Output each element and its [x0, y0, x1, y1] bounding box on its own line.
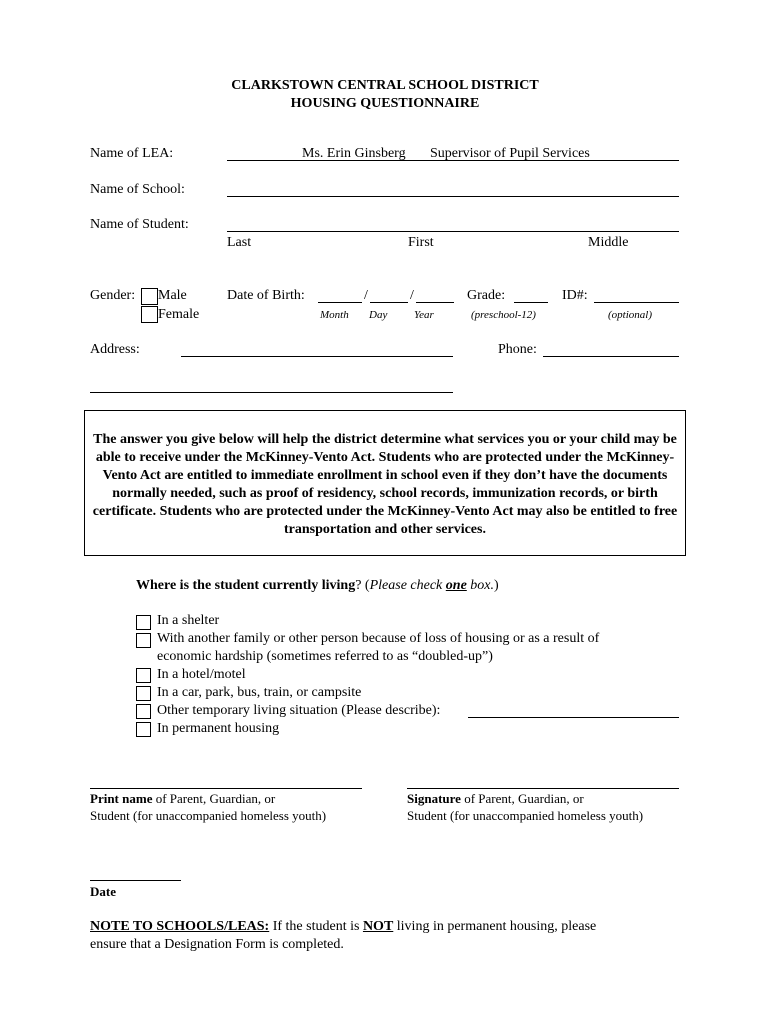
- grade-field[interactable]: [514, 302, 548, 303]
- note-line2: ensure that a Designation Form is completed.: [90, 937, 344, 952]
- car-park-checkbox[interactable]: [136, 686, 151, 701]
- question-instruction: Please check: [369, 578, 446, 593]
- question-prompt: Where is the student currently living: [136, 578, 356, 593]
- date-label: Date: [90, 884, 116, 899]
- address-field-line2[interactable]: [90, 392, 453, 393]
- note-not: NOT: [362, 919, 394, 934]
- signature-field[interactable]: [407, 788, 679, 789]
- grade-hint: (preschool-12): [471, 309, 536, 321]
- question-instruction-end: box.: [466, 578, 494, 593]
- option-car-park: In a car, park, bus, train, or campsite: [157, 685, 362, 700]
- note-text2: living in permanent housing, please: [393, 919, 597, 934]
- notice-text: The answer you give below will help the district determine what services you or your child may be able to receive under the McKinney-Vento Act. Students who are protected under the McKinney-Vento Act are entitled to immediate enrollment in school even if they don’t have the documents normally needed, such as proof of residency, school records, immunization records, or birth certificate. Students who are protected under the McKinney-Vento Act may also be entitled to free transportation and other services.: [92, 432, 678, 537]
- dob-label: Date of Birth:: [227, 288, 305, 303]
- print-name-rest: of Parent, Guardian, or: [152, 791, 276, 806]
- address-label: Address:: [90, 342, 140, 357]
- signature-rest: of Parent, Guardian, or: [460, 791, 584, 806]
- date-field[interactable]: [90, 880, 181, 881]
- female-label: Female: [158, 307, 200, 322]
- note-label: NOTE TO SCHOOLS/LEAS:: [90, 919, 270, 934]
- doubled-up-checkbox[interactable]: [136, 633, 151, 648]
- option-other-temporary: Other temporary living situation (Please describe):: [157, 703, 441, 718]
- id-label: ID#:: [562, 288, 588, 303]
- living-question: [136, 578, 499, 594]
- other-description-field[interactable]: [468, 717, 679, 718]
- signature-bold: Signature: [407, 791, 461, 806]
- year-hint: Year: [414, 309, 434, 321]
- grade-label: Grade:: [467, 288, 506, 303]
- lea-title: Supervisor of Pupil Services: [430, 146, 590, 161]
- print-name-label: [90, 791, 275, 807]
- school-field[interactable]: [227, 196, 679, 197]
- lea-value: Ms. Erin Ginsberg: [302, 146, 406, 161]
- gender-label: Gender:: [90, 288, 136, 303]
- option-doubled-up-cont: economic hardship (sometimes referred to as “doubled-up”): [157, 649, 493, 664]
- female-checkbox[interactable]: [141, 306, 158, 323]
- dob-separator: /: [410, 288, 414, 303]
- first-name-label: First: [408, 235, 434, 250]
- print-name-label-line2: Student (for unaccompanied homeless youth): [90, 808, 327, 823]
- last-name-label: Last: [227, 235, 252, 250]
- signature-label: [407, 791, 584, 807]
- lea-label: Name of LEA:: [90, 146, 174, 161]
- signature-label-line2: Student (for unaccompanied homeless youth): [407, 808, 644, 823]
- address-field[interactable]: [181, 356, 453, 357]
- district-title: CLARKSTOWN CENTRAL SCHOOL DISTRICT: [231, 78, 539, 93]
- shelter-checkbox[interactable]: [136, 615, 151, 630]
- option-shelter: In a shelter: [157, 613, 220, 628]
- form-title: HOUSING QUESTIONNAIRE: [290, 96, 480, 111]
- id-hint: (optional): [608, 309, 652, 321]
- student-label: Name of Student:: [90, 217, 189, 232]
- other-temporary-checkbox[interactable]: [136, 704, 151, 719]
- dob-month-field[interactable]: [318, 302, 362, 303]
- phone-field[interactable]: [543, 356, 679, 357]
- month-hint: Month: [320, 309, 349, 321]
- question-one: one: [445, 578, 467, 593]
- option-doubled-up: With another family or other person because of loss of housing or as a result of: [157, 631, 600, 646]
- dob-day-field[interactable]: [370, 302, 408, 303]
- print-name-bold: Print name: [90, 791, 153, 806]
- hotel-checkbox[interactable]: [136, 668, 151, 683]
- dob-separator: /: [364, 288, 368, 303]
- permanent-checkbox[interactable]: [136, 722, 151, 737]
- male-checkbox[interactable]: [141, 288, 158, 305]
- school-label: Name of School:: [90, 182, 185, 197]
- question-paren-close: ): [494, 578, 499, 593]
- dob-year-field[interactable]: [416, 302, 454, 303]
- phone-label: Phone:: [498, 342, 537, 357]
- note-text1: If the student is: [269, 919, 363, 934]
- option-hotel: In a hotel/motel: [157, 667, 246, 682]
- note-line1: [90, 919, 596, 935]
- student-name-field[interactable]: [227, 231, 679, 232]
- middle-name-label: Middle: [588, 235, 629, 250]
- option-permanent: In permanent housing: [157, 721, 280, 736]
- id-field[interactable]: [594, 302, 679, 303]
- male-label: Male: [158, 288, 187, 303]
- day-hint: Day: [369, 309, 388, 321]
- notice-box: [84, 410, 686, 556]
- question-paren: ? (: [355, 578, 370, 593]
- print-name-field[interactable]: [90, 788, 362, 789]
